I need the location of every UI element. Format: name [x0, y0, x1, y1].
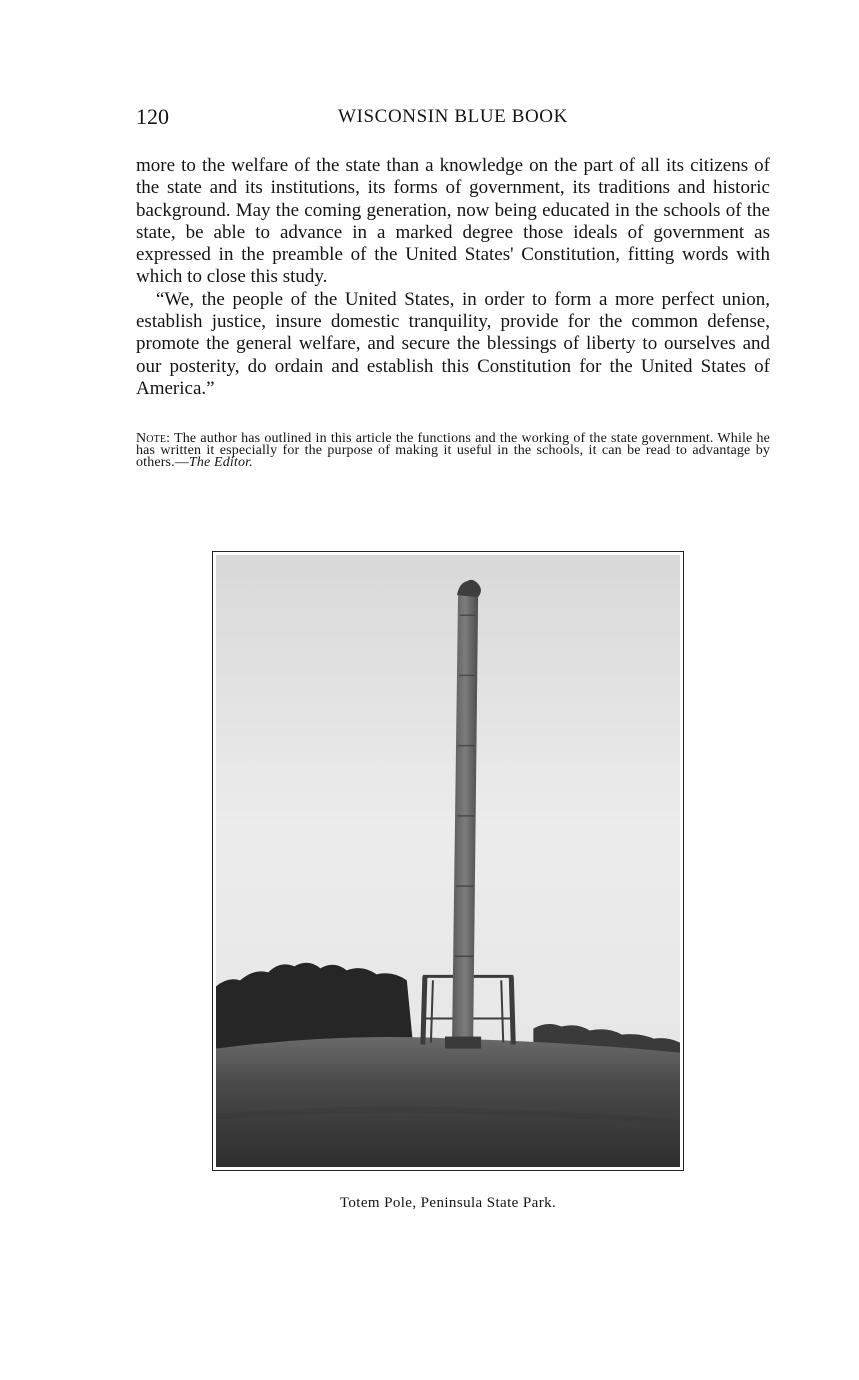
running-title: WISCONSIN BLUE BOOK: [338, 106, 568, 127]
paragraph: more to the welfare of the state than a knowledge on the part of all its citizens of the state and its institutions, its forms of government, its traditions and historic background. May the coming generation, now being educated in the schools of the state, be able to advance in a marked degree those ideals of government as expressed in the preamble of the United States' Constitution, fitting words with which to close this study.: [136, 155, 770, 288]
note-label: Note:: [136, 431, 171, 446]
note-text: The author has outlined in this article the functions and the working of the state government. While he has written it especially for the purpose of making it useful in the schools, it can be read to advantage by others.—: [136, 431, 770, 471]
running-head: [136, 104, 770, 132]
body-text: [136, 155, 770, 400]
editor-note: [136, 433, 770, 470]
hill: [216, 1037, 680, 1167]
totem-pole-photo: [216, 555, 680, 1167]
note-signature: The Editor.: [188, 455, 253, 471]
constitution-preamble-quote: “We, the people of the United States, in order to form a more perfect union, establish justice, insure domestic tranquility, provide for the common defense, promote the general welfare, and secure the blessings of liberty to ourselves and our posterity, do ordain and establish this Constitution for the United States of America.”: [136, 288, 770, 399]
page-number: 120: [136, 104, 169, 129]
photo-frame: [212, 551, 684, 1171]
photo-caption: Totem Pole, Peninsula State Park.: [339, 1195, 557, 1211]
